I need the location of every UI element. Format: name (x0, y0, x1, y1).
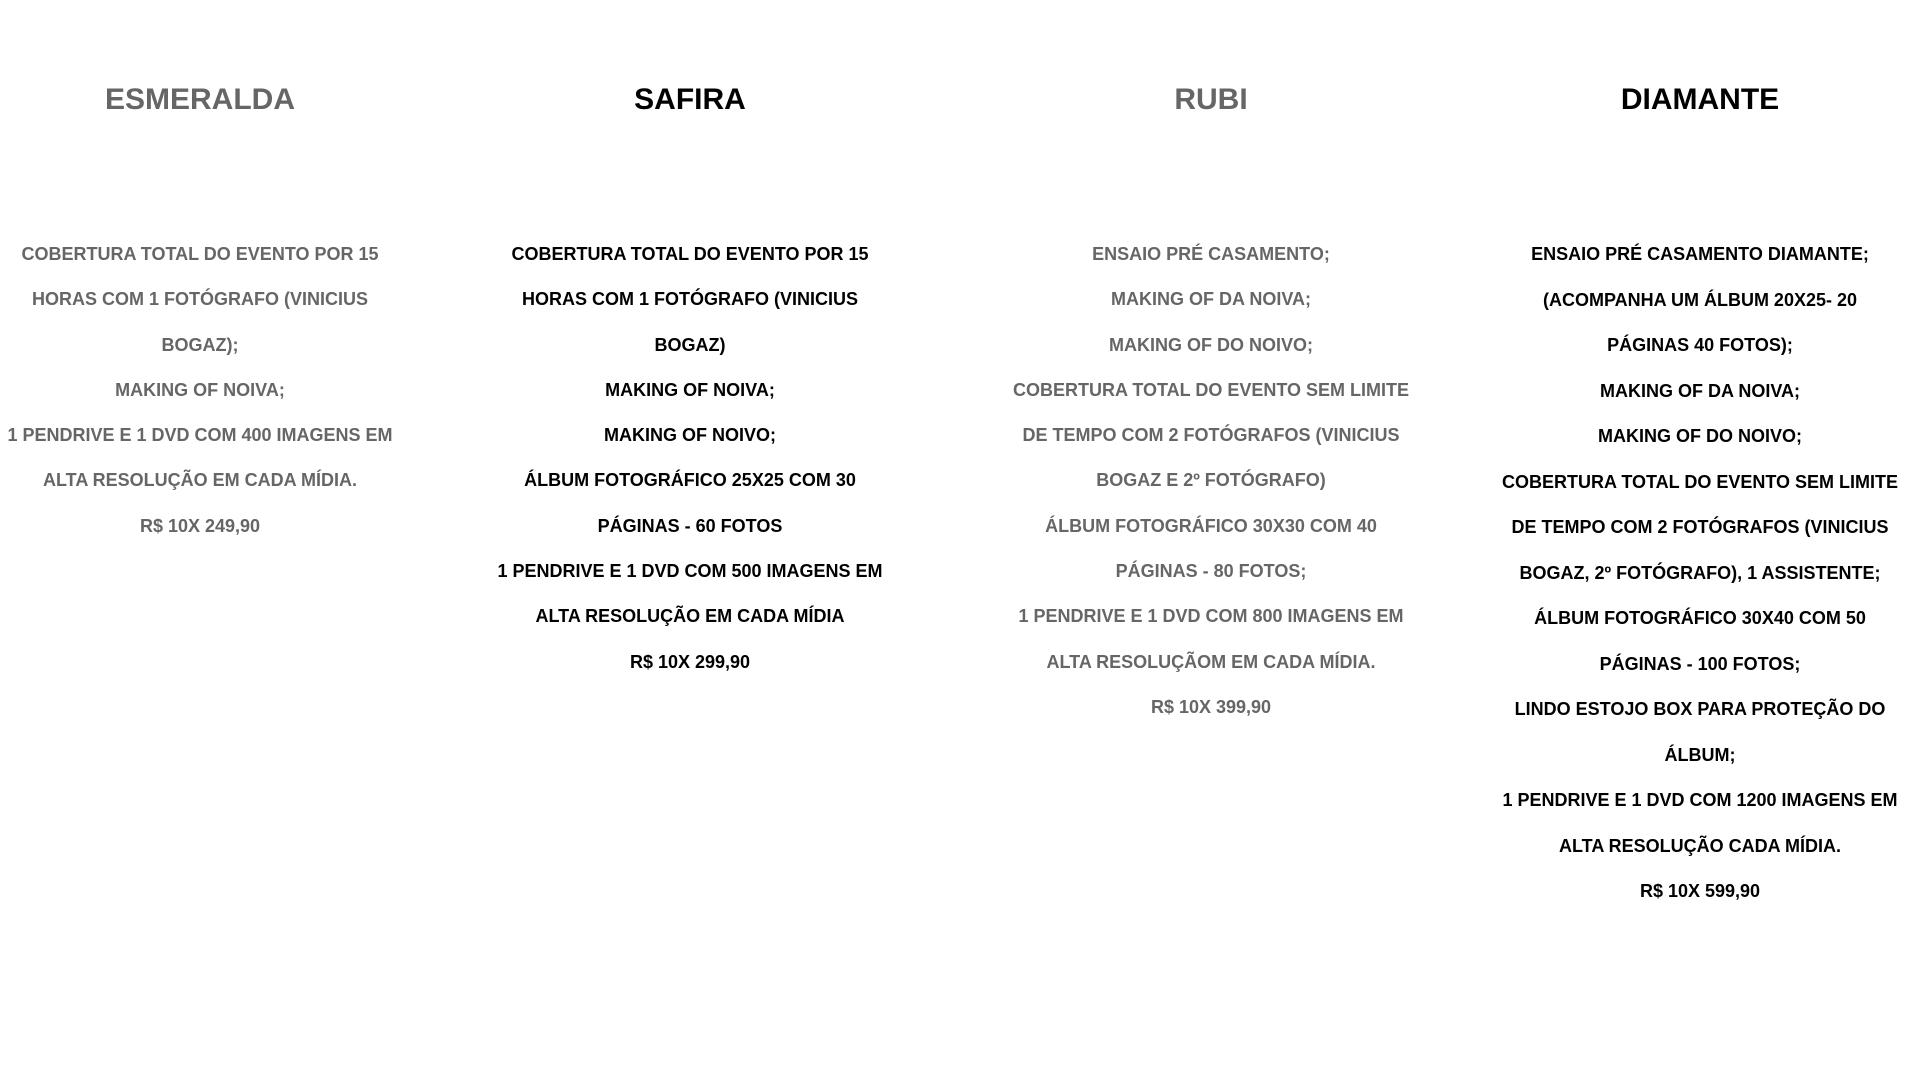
feature-line: BOGAZ) (654, 334, 726, 355)
feature-line: LINDO ESTOJO BOX PARA PROTEÇÃO DO (1514, 699, 1886, 719)
feature-line: ENSAIO PRÉ CASAMENTO; (1092, 244, 1330, 264)
feature-line: MAKING OF DA NOIVA; (1600, 380, 1800, 401)
feature-line: ALTA RESOLUÇÃOM EM CADA MÍDIA. (1046, 651, 1376, 672)
feature-line: 1 PENDRIVE E 1 DVD COM 500 IMAGENS EM (497, 561, 883, 582)
feature-line: ALTA RESOLUÇÃO EM CADA MÍDIA (535, 606, 845, 627)
feature-line: PÁGINAS - 100 FOTOS; (1599, 653, 1801, 674)
plan-title: ESMERALDA (104, 83, 295, 116)
feature-line: BOGAZ); (161, 334, 239, 355)
feature-line: MAKING OF NOIVO; (604, 425, 776, 446)
feature-line: ÁLBUM FOTOGRÁFICO 30X40 COM 50 (1534, 608, 1866, 628)
plan-features (1495, 232, 1905, 914)
feature-line: ALTA RESOLUÇÃO CADA MÍDIA. (1559, 835, 1841, 856)
plan-title: DIAMANTE (1620, 83, 1780, 116)
feature-line: ÁLBUM FOTOGRÁFICO 25X25 COM 30 (524, 470, 856, 491)
feature-line: BOGAZ, 2º FOTÓGRAFO), 1 ASSISTENTE; (1519, 562, 1881, 583)
plan-price: R$ 10X 299,90 (629, 651, 751, 672)
plan-price: R$ 10X 249,90 (139, 515, 261, 536)
plan-safira (490, 0, 890, 1080)
feature-line: MAKING OF DA NOIVA; (1111, 289, 1311, 310)
feature-line: HORAS COM 1 FOTÓGRAFO (VINICIUS (521, 289, 858, 310)
feature-line: COBERTURA TOTAL DO EVENTO SEM LIMITE (1501, 471, 1899, 492)
plan-title: SAFIRA (634, 83, 746, 116)
feature-line: PÁGINAS 40 FOTOS); (1607, 335, 1793, 355)
plan-diamante (1495, 0, 1905, 1080)
feature-line: COBERTURA TOTAL DO EVENTO POR 15 (511, 244, 869, 264)
feature-line: MAKING OF DO NOIVO; (1109, 334, 1313, 355)
feature-line: (ACOMPANHA UM ÁLBUM 20X25- 20 (1542, 289, 1858, 310)
feature-line: DE TEMPO COM 2 FOTÓGRAFOS (VINICIUS (1022, 425, 1400, 446)
feature-line: COBERTURA TOTAL DO EVENTO SEM LIMITE (1012, 379, 1410, 400)
feature-line: PÁGINAS - 60 FOTOS (597, 515, 783, 536)
feature-line: ALTA RESOLUÇÃO EM CADA MÍDIA. (43, 470, 357, 491)
feature-line: DE TEMPO COM 2 FOTÓGRAFOS (VINICIUS (1511, 517, 1889, 537)
feature-line: MAKING OF NOIVA; (605, 379, 775, 400)
feature-line: ÁLBUM; (1664, 744, 1736, 765)
feature-line: ÁLBUM FOTOGRÁFICO 30X30 COM 40 (1045, 515, 1377, 536)
plan-features (490, 232, 890, 685)
feature-line: 1 PENDRIVE E 1 DVD COM 400 IMAGENS EM (7, 425, 393, 446)
plan-price: R$ 10X 399,90 (1150, 696, 1272, 717)
feature-line: PÁGINAS - 80 FOTOS; (1115, 561, 1307, 582)
feature-line: MAKING OF DO NOIVO; (1598, 426, 1802, 446)
feature-line: MAKING OF NOIVA; (115, 379, 285, 400)
plan-features (0, 232, 400, 549)
feature-line: 1 PENDRIVE E 1 DVD COM 1200 IMAGENS EM (1502, 790, 1898, 810)
plan-title: RUBI (1174, 83, 1248, 116)
plan-price: R$ 10X 599,90 (1639, 881, 1761, 901)
feature-line: COBERTURA TOTAL DO EVENTO POR 15 (21, 244, 379, 264)
plan-esmeralda (0, 0, 400, 1080)
feature-line: ENSAIO PRÉ CASAMENTO DIAMANTE; (1531, 244, 1869, 264)
plan-rubi (1011, 0, 1411, 1080)
plan-features (1011, 232, 1411, 730)
feature-line: BOGAZ E 2º FOTÓGRAFO) (1096, 470, 1326, 491)
feature-line: 1 PENDRIVE E 1 DVD COM 800 IMAGENS EM (1018, 606, 1404, 627)
feature-line: HORAS COM 1 FOTÓGRAFO (VINICIUS (31, 289, 368, 310)
